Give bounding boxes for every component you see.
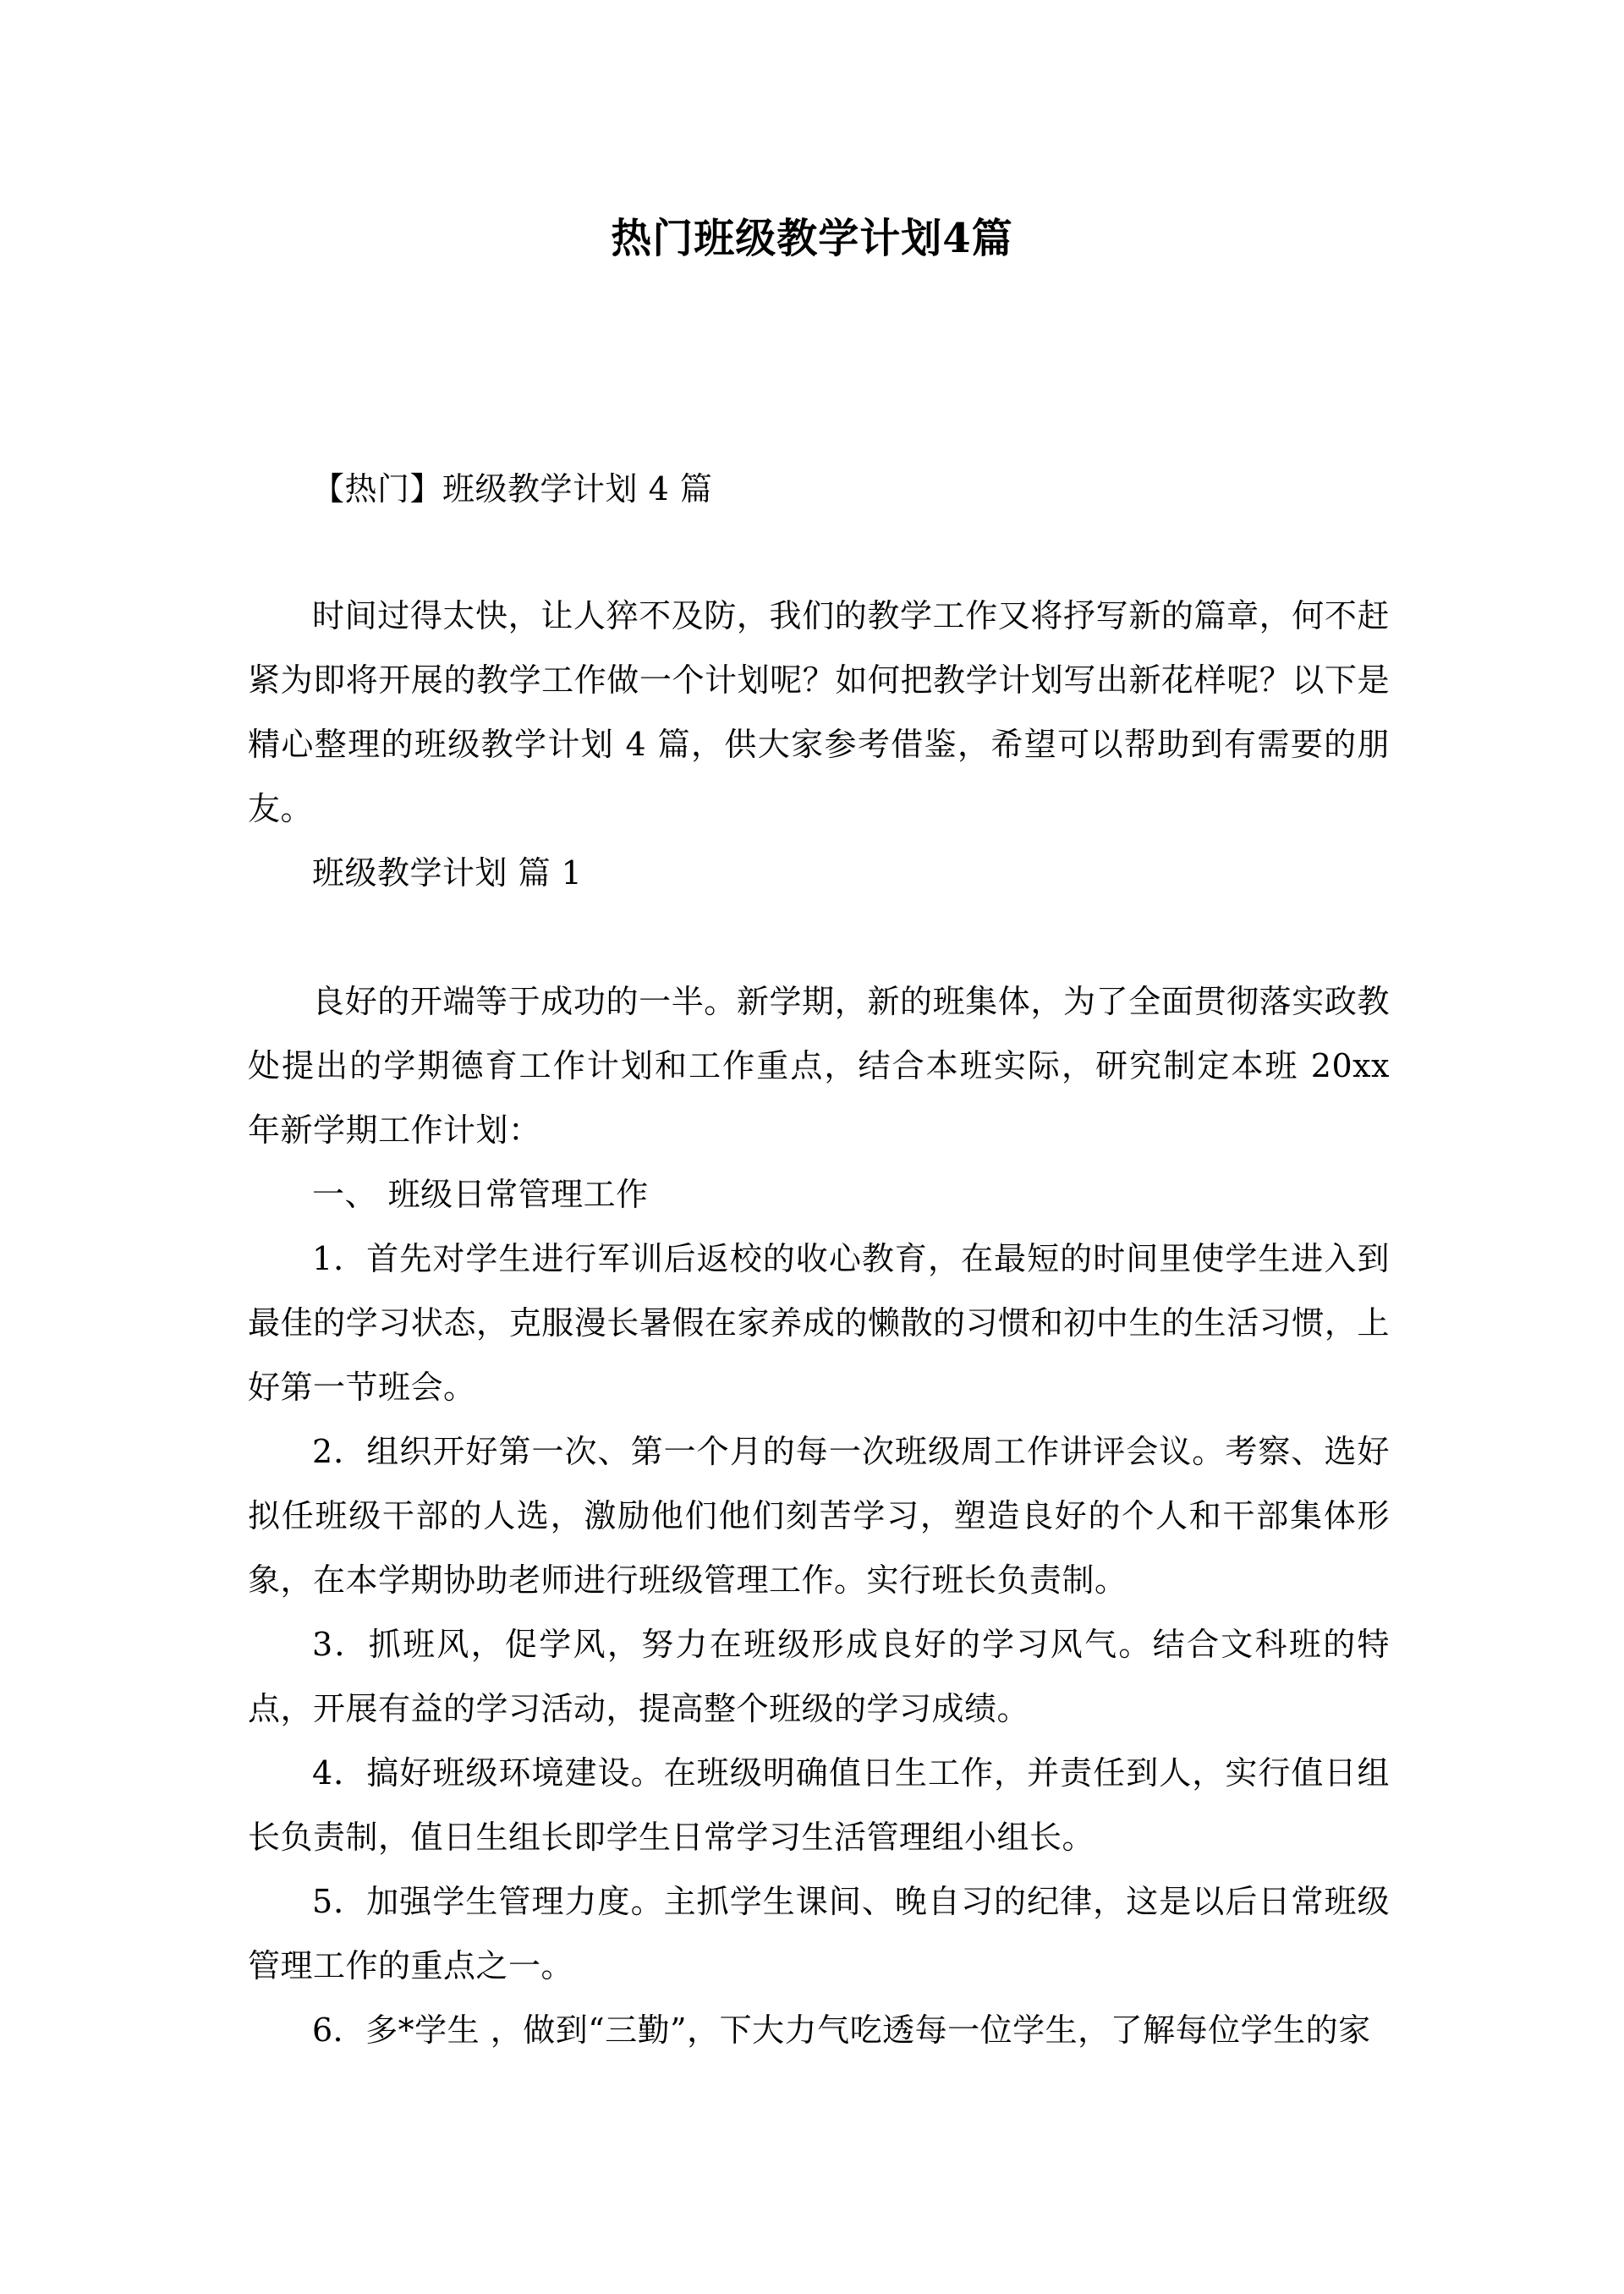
part-heading: 一、 班级日常管理工作 bbox=[312, 1176, 649, 1213]
document-subtitle bbox=[248, 457, 1390, 521]
list-item: 2．组织开好第一次、第一个月的每一次班级周工作讲评会议。考察、选好拟任班级干部的人选，激励他们他们刻苦学习，塑造良好的个人和干部集体形象，在本学期协助老师进行班级管理工作。实行班长负责制。 bbox=[248, 1433, 1390, 1599]
blank-line bbox=[248, 905, 1390, 969]
list-item: 5．加强学生管理力度。主抓学生课间、晚自习的纪律，这是以后日常班级管理工作的重点之一。 bbox=[248, 1883, 1390, 1984]
subtitle-line: 【热门】班级教学计划 4 篇 bbox=[312, 470, 713, 508]
intro-paragraph: 时间过得太快，让人猝不及防，我们的教学工作又将抒写新的篇章，何不赶紧为即将开展的教学工作做一个计划呢？如何把教学计划写出新花样呢？以下是精心整理的班级教学计划 4 篇，供大家参考借鉴，希望可以帮助到有需要的朋友。 bbox=[248, 597, 1390, 827]
document-title: 热门班级教学计划4篇 bbox=[611, 215, 1013, 262]
list-item: 3．抓班风，促学风，努力在班级形成良好的学习风气。结合文科班的特点，开展有益的学习活动，提高整个班级的学习成绩。 bbox=[248, 1626, 1390, 1727]
section-heading: 班级教学计划 篇 1 bbox=[312, 854, 583, 892]
list-item: 1．首先对学生进行军训后返校的收心教育，在最短的时间里使学生进入到最佳的学习状态，克服漫长暑假在家养成的懒散的习惯和初中生的生活习惯，上好第一节班会。 bbox=[248, 1240, 1390, 1406]
document-body bbox=[248, 584, 1390, 2062]
list-item: 4．搞好班级环境建设。在班级明确值日生工作，并责任到人，实行值日组长负责制，值日生组长即学生日常学习生活管理组小组长。 bbox=[248, 1754, 1390, 1856]
section-intro-paragraph: 良好的开端等于成功的一半。新学期，新的班集体，为了全面贯彻落实政教处提出的学期德育工作计划和工作重点，结合本班实际，研究制定本班 20xx 年新学期工作计划： bbox=[248, 983, 1390, 1149]
list-item: 6．多*学生 ，做到“三勤”，下大力气吃透每一位学生，了解每位学生的家 bbox=[312, 2011, 1371, 2049]
